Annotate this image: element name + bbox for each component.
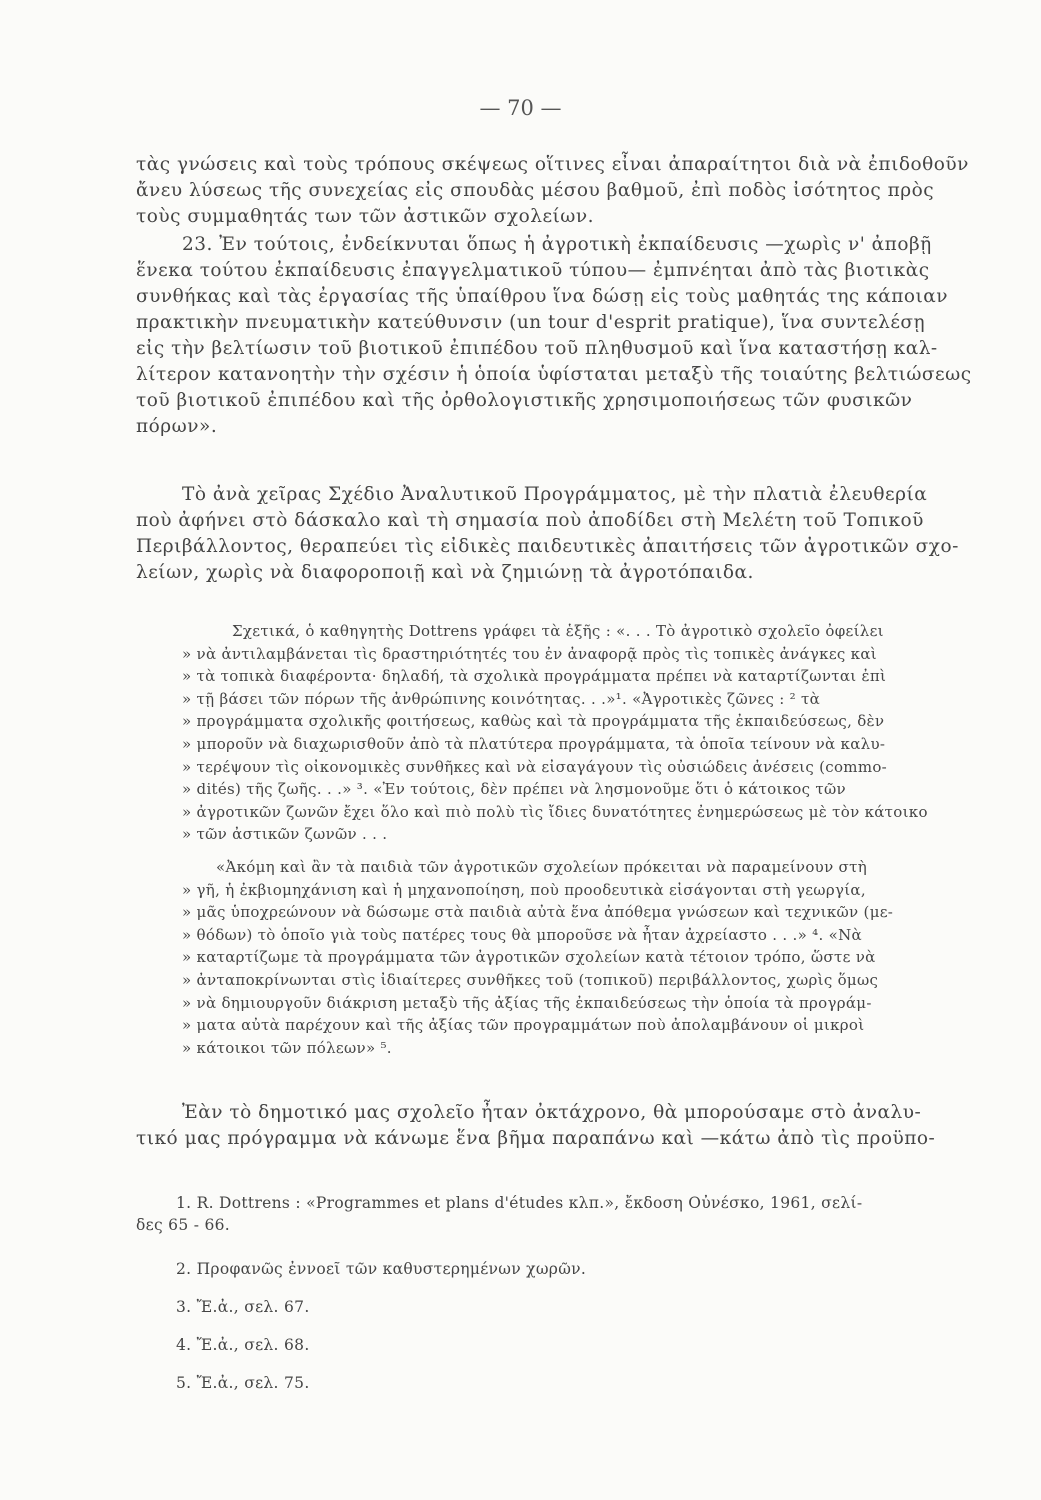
quote-block-2 [136, 856, 962, 1059]
quote-line: » ματα αὐτὰ παρέχουν καὶ τῆς ἀξίας τῶν προγραμμάτων ποὺ ἀπολαμβάνουν οἱ μικροὶ [182, 1016, 865, 1035]
quote-line: » νὰ δημιουργοῦν διάκριση μεταξὺ τῆς ἀξίας τῆς ἐκπαιδεύσεως τὴν ὁποία τὰ προγράμ- [182, 993, 872, 1012]
text-line: Τὸ ἀνὰ χεῖρας Σχέδιο Ἀναλυτικοῦ Προγράμματος, μὲ τὴν πλατιὰ ἐλευθερία [182, 484, 928, 505]
text-line: τοὺς συμμαθητάς των τῶν ἀστικῶν σχολείων. [136, 206, 594, 227]
quote-line: » τῇ βάσει τῶν πόρων τῆς ἀνθρώπινης κοινότητας. . .»¹. «Ἀγροτικὲς ζῶνες : ² τὰ [182, 689, 821, 708]
text-line: ἕνεκα τούτου ἐκπαίδευσις ἐπαγγελματικοῦ τύπου— ἐμπνέηται ἀπὸ τὰς βιοτικὰς [136, 260, 930, 281]
footnote-4: 4. Ἔ.ἀ., σελ. 68. [176, 1336, 310, 1354]
quote-line: » θόδων) τὸ ὁποῖο γιὰ τοὺς πατέρες τους θὰ μποροῦσε νὰ ἦταν ἀχρείαστο . . .» ⁴. «Νὰ [182, 925, 862, 944]
page-number: — 70 — [479, 96, 562, 120]
text-line: τὰς γνώσεις καὶ τοὺς τρόπους σκέψεως οἵτινες εἶναι ἀπαραίτητοι διὰ νὰ ἐπιδοθοῦν [136, 154, 969, 175]
text-line: ποὺ ἀφήνει στὸ δάσκαλο καὶ τὴ σημασία ποὺ ἀποδίδει στὴ Μελέτη τοῦ Τοπικοῦ [136, 510, 924, 531]
quote-line: » νὰ ἀντιλαμβάνεται τὶς δραστηριότητές του ἐν ἀναφορᾷ πρὸς τὶς τοπικὲς ἀνάγκες καὶ [182, 644, 877, 663]
quote-line: » γῆ, ἡ ἐκβιομηχάνιση καὶ ἡ μηχανοποίηση, ποὺ προοδευτικὰ εἰσάγονται στὴ γεωργία, [182, 880, 866, 899]
text-line: τοῦ βιοτικοῦ ἐπιπέδου καὶ τῆς ὀρθολογιστικῆς χρησιμοποιήσεως τῶν φυσικῶν [136, 390, 913, 411]
paragraph-1 [136, 152, 969, 230]
quote-line: » ἀγροτικῶν ζωνῶν ἔχει ὅλο καὶ πιὸ πολὺ τὶς ἴδιες δυνατότητες ἐνημερώσεως μὲ τὸν κάτοικο [182, 802, 928, 821]
text-line: πόρων». [136, 416, 218, 437]
quote-line: » ἀνταποκρίνωνται στὶς ἰδιαίτερες συνθῆκες τοῦ (τοπικοῦ) περιβάλλοντος, χωρὶς ὅμως [182, 970, 879, 989]
paragraph-closing [136, 1100, 962, 1152]
footnote-3: 3. Ἔ.ἀ., σελ. 67. [176, 1298, 310, 1316]
quote-block-1 [136, 620, 962, 846]
quote-line: » μποροῦν νὰ διαχωρισθοῦν ἀπὸ τὰ πλατύτερα προγράμματα, τὰ ὁποῖα τείνουν νὰ καλυ- [182, 734, 886, 753]
text-line: ἄνευ λύσεως τῆς συνεχείας εἰς σπουδὰς μέσου βαθμοῦ, ἐπὶ ποδὸς ἰσότητος πρὸς [136, 180, 935, 201]
quote-line: » dités) τῆς ζωῆς. . .» ³. «Ἐν τούτοις, δὲν πρέπει νὰ λησμονοῦμε ὅτι ὁ κάτοικος τῶν [182, 780, 846, 799]
text-line: λίτερον κατανοητὴν τὴν σχέσιν ἡ ὁποία ὑφίσταται μεταξὺ τῆς τοιαύτης βελτιώσεως [136, 364, 972, 385]
text-line: Περιβάλλοντος, θεραπεύει τὶς εἰδικὲς παιδευτικὲς ἀπαιτήσεις τῶν ἀγροτικῶν σχο- [136, 536, 959, 557]
text-line: εἰς τὴν βελτίωσιν τοῦ βιοτικοῦ ἐπιπέδου τοῦ πληθυσμοῦ καὶ ἵνα καταστήσῃ καλ- [136, 338, 938, 359]
text-line: πρακτικὴν πνευματικὴν κατεύθυνσιν (un tour d'esprit pratique), ἵνα συντελέσῃ [136, 312, 926, 333]
text-line: λείων, χωρὶς νὰ διαφοροποιῇ καὶ νὰ ζημιώνῃ τὰ ἀγροτόπαιδα. [136, 562, 754, 583]
quote-line: » τὰ τοπικὰ διαφέροντα· δηλαδή, τὰ σχολικὰ προγράμματα πρέπει νὰ καταρτίζωνται ἐπὶ [182, 667, 887, 686]
footnote-2: 2. Προφανῶς ἐννοεῖ τῶν καθυστερημένων χωρῶν. [176, 1260, 587, 1278]
quote-line: » καταρτίζωμε τὰ προγράμματα τῶν ἀγροτικῶν σχολείων κατὰ τέτοιον τρόπο, ὥστε νὰ [182, 948, 876, 967]
footnotes [136, 1192, 962, 1394]
footnote-1: 1. R. Dottrens : «Programmes et plans d'études κλπ.», ἔκδοση Οὐνέσκο, 1961, σελί- [176, 1194, 863, 1212]
paragraph-2 [136, 232, 972, 440]
quote-line: » προγράμματα σχολικῆς φοιτήσεως, καθὼς καὶ τὰ προγράμματα τῆς ἐκπαιδεύσεως, δὲν [182, 712, 885, 731]
text-line: συνθήκας καὶ τὰς ἐργασίας τῆς ὑπαίθρου ἵνα δώσῃ εἰς τοὺς μαθητάς της κάποιαν [136, 286, 949, 307]
text-line: τικό μας πρόγραμμα νὰ κάνωμε ἕνα βῆμα παραπάνω καὶ —κάτω ἀπὸ τὶς προϋπο- [136, 1128, 936, 1149]
footnote-1-cont: δες 65 - 66. [136, 1216, 231, 1234]
quote-line: » τερέψουν τὶς οἰκονομικὲς συνθῆκες καὶ νὰ εἰσαγάγουν τὶς οὐσιώδεις ἀνέσεις (commo- [182, 757, 888, 776]
quote-line: » τῶν ἀστικῶν ζωνῶν . . . [182, 825, 388, 844]
text-line: Ἐὰν τὸ δημοτικό μας σχολεῖο ἦταν ὀκτάχρονο, θὰ μπορούσαμε στὸ ἀναλυ- [182, 1102, 922, 1123]
quote-line: Σχετικά, ὁ καθηγητὴς Dottrens γράφει τὰ ἑξῆς : «. . . Τὸ ἀγροτικὸ σχολεῖο ὀφείλει [232, 622, 884, 640]
quote-line: » κάτοικοι τῶν πόλεων» ⁵. [182, 1038, 392, 1057]
paragraph-3 [136, 482, 962, 586]
quote-line: » μᾶς ὑποχρεώνουν νὰ δώσωμε στὰ παιδιὰ αὐτὰ ἕνα ἀπόθεμα γνώσεων καὶ τεχνικῶν (με- [182, 903, 894, 922]
text-line: 23. Ἐν τούτοις, ἐνδείκνυται ὅπως ἡ ἀγροτικὴ ἐκπαίδευσις —χωρὶς ν' ἀποβῇ [182, 234, 932, 255]
footnote-5: 5. Ἔ.ἀ., σελ. 75. [176, 1374, 310, 1392]
quote-line: «Ἀκόμη καὶ ἂν τὰ παιδιὰ τῶν ἀγροτικῶν σχολείων πρόκειται νὰ παραμείνουν στὴ [216, 858, 867, 876]
